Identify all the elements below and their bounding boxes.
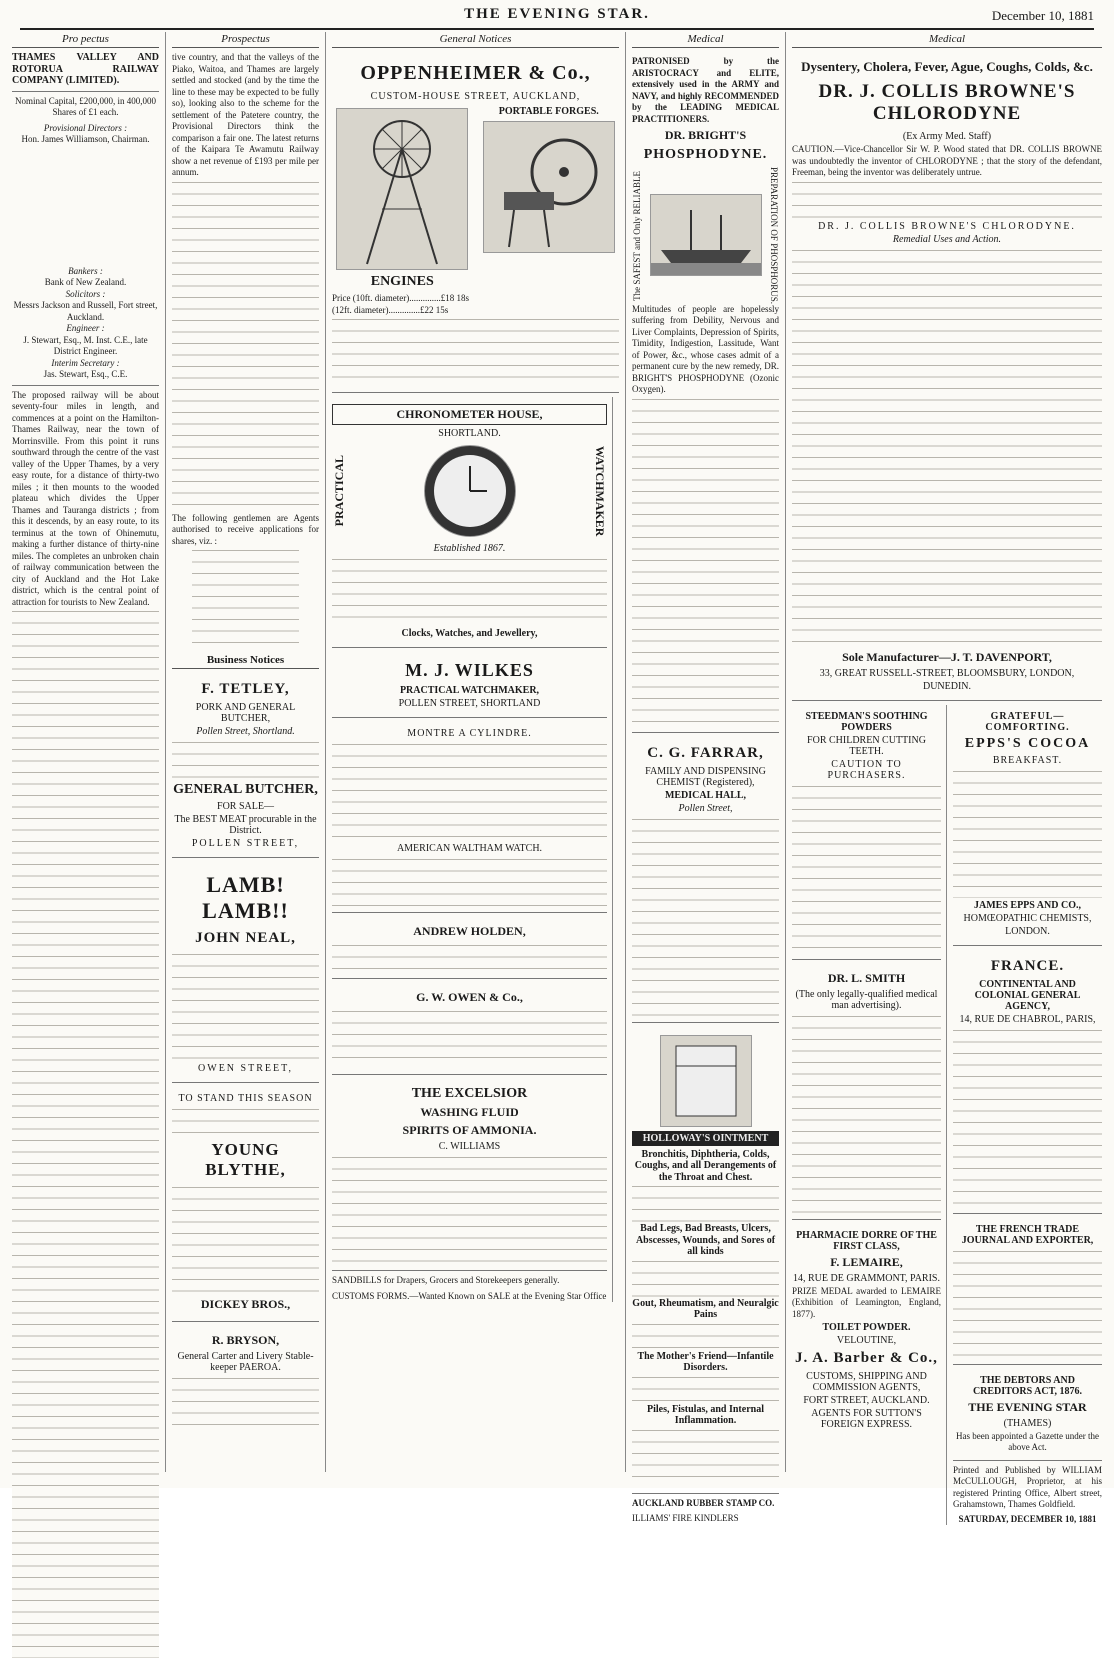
montre-text	[332, 741, 607, 841]
smith-text	[792, 1013, 941, 1213]
engineer-name: J. Stewart, Esq., M. Inst. C.E., late District Engineer.	[23, 334, 148, 356]
chronometer-text	[332, 556, 607, 626]
best-meat: The BEST MEAT procurable in the District.	[174, 814, 317, 836]
oppenheimer-name: OPPENHEIMER & Co.,	[360, 62, 591, 84]
continental-agency: CONTINENTAL AND COLONIAL GENERAL AGENCY,	[974, 978, 1081, 1012]
trade-text	[953, 1248, 1102, 1358]
lemaire-ad	[792, 1224, 941, 1439]
chronometer-ad	[332, 397, 607, 648]
customhouse-street: CUSTOM-HOUSE STREET, AUCKLAND,	[370, 91, 581, 102]
column-3-head: General Notices	[332, 32, 619, 48]
waltham-text	[332, 856, 607, 906]
stand-season: TO STAND THIS SEASON	[178, 1093, 313, 1104]
andrew-holden: ANDREW HOLDEN,	[413, 924, 526, 938]
young-blythe: YOUNG BLYTHE,	[205, 1140, 286, 1179]
pharmacie: PHARMACIE DORRE OF THE FIRST CLASS,	[796, 1229, 937, 1252]
trade-journal: THE FRENCH TRADE JOURNAL AND EXPORTER,	[961, 1223, 1094, 1246]
tetley-name: F. TETLEY,	[201, 681, 290, 697]
chronometer-house: CHRONOMETER HOUSE,	[332, 404, 607, 425]
column-6	[786, 32, 1108, 1524]
caution-continued	[792, 179, 1102, 219]
washing-fluid: WASHING FLUID	[420, 1105, 519, 1119]
wilkes-sub: PRACTICAL WATCHMAKER,	[399, 685, 540, 696]
watch-drawing	[425, 446, 515, 536]
france-ad	[953, 950, 1102, 1214]
stallion-text	[172, 1184, 319, 1294]
debtors-ad	[953, 1369, 1102, 1461]
ship-drawing	[651, 195, 761, 275]
windmill-price-2: (12ft. diameter)..............£22 15s	[332, 304, 449, 315]
tetley-ad	[172, 673, 319, 858]
column-3	[326, 32, 626, 1472]
multitudes-text: Multitudes of people are hopelessly suffering from Debility, Nervous and Liver Complaints, Depression of Spirits, Timidity, Indigestion, Lassitude, Want of Power, &c., whose cases admit of a permanent cure by the new remedy, DR. BRIGHT'S PHOSPHODYNE (Ozonic Oxygen).	[632, 303, 779, 395]
clocks-watches: Clocks, Watches, and Jewellery,	[401, 628, 538, 639]
sole-manufacturer: Sole Manufacturer—J. T. DAVENPORT,	[842, 649, 1052, 664]
business-notices-head: Business Notices	[172, 653, 319, 669]
france-heading: FRANCE.	[990, 957, 1065, 974]
homeopathic: HOMŒOPATHIC CHEMISTS,	[963, 912, 1092, 924]
veloutine: VELOUTINE,	[836, 1335, 897, 1346]
pollen-street: POLLEN STREET,	[191, 838, 300, 849]
tetley-trade: PORK AND GENERAL BUTCHER,	[195, 702, 296, 724]
stallion-ad	[172, 1087, 319, 1322]
remedial-uses: Remedial Uses and Action.	[892, 233, 1002, 245]
piles-head: Piles, Fistulas, and Internal Inflammation.	[647, 1403, 764, 1427]
lamb-ad	[172, 862, 319, 1083]
collis-sub: (Ex Army Med. Staff)	[902, 131, 992, 142]
chlorodyne-text	[792, 247, 1102, 647]
toilet-powder: TOILET POWDER.	[822, 1322, 911, 1333]
engines-label: ENGINES	[370, 274, 434, 289]
bad-legs-text	[632, 1258, 779, 1298]
bryson-name: R. BRYSON,	[211, 1333, 280, 1347]
tetley-street: Pollen Street, Shortland.	[196, 726, 295, 737]
holden-ad	[332, 917, 607, 979]
safest-label: The SAFEST and Only RELIABLE	[632, 170, 642, 301]
rubber-stamp: AUCKLAND RUBBER STAMP CO.	[632, 1497, 775, 1508]
barber-address: FORT STREET, AUCKLAND.	[803, 1395, 930, 1406]
breakfast: BREAKFAST.	[992, 754, 1063, 766]
tetley-text	[172, 739, 319, 779]
wilkes-ad	[332, 652, 607, 718]
directors-head: Provisional Directors :	[43, 122, 128, 133]
collis-browne-2: DR. J. COLLIS BROWNE'S CHLORODYNE.	[818, 220, 1076, 232]
phosphodyne-text	[632, 396, 779, 726]
excelsior-text	[332, 1154, 607, 1264]
prospectus-continued-text	[172, 179, 319, 509]
mothers-head: The Mother's Friend—Infantile Disorders.	[637, 1350, 774, 1374]
dunedin: DUNEDIN.	[922, 680, 972, 692]
fire-kindlers: ILLIAMS' FIRE KINDLERS	[632, 1513, 739, 1524]
windmill-drawing	[337, 109, 467, 269]
secretary-name: Jas. Stewart, Esq., C.E.	[43, 369, 128, 379]
sandbills-notice: SANDBILLS for Drapers, Grocers and Storekeepers generally.	[332, 1275, 560, 1285]
ship-image	[650, 194, 762, 276]
prospectus-body: The proposed railway will be about seventy-four miles in length, and commences at a point on the Hamilton-Thames Railway, near the town of Morrinsville. From this point it runs southward through the centre of the vast valley of the Upper Thames, by a very easy route, for a distance of thirty-two miles ; it then mounts to the wooded plateau which divides the Upper Thames and Tauranga districts ; from this it descends, by an easy route, to its terminus at the town of Ohinemutu, making a further distance of thirty-nine miles. The completes an unbroken chain of railway communication between the city of Auckland and the Hot Lake district, which is the central point of attraction for tourists to New Zealand.	[12, 389, 159, 607]
masthead-date: December 10, 1881	[991, 8, 1094, 23]
barber-sub: CUSTOMS, SHIPPING AND COMMISSION AGENTS,	[806, 1371, 927, 1393]
phosphodyne-ad	[632, 52, 779, 733]
prize-medal: PRIZE MEDAL awarded to LEMAIRE (Exhibition of Leamington, England, 1877).	[792, 1285, 941, 1319]
dr-bright: DR. BRIGHT'S	[664, 128, 747, 142]
excelsior-ad	[332, 1079, 607, 1271]
wilkes-street: POLLEN STREET, SHORTLAND	[398, 698, 541, 709]
dysentery-head: Dysentery, Cholera, Fever, Ague, Coughs, Colds, &c.	[801, 59, 1093, 74]
farrar-name: C. G. FARRAR,	[647, 744, 764, 761]
column-1	[6, 32, 166, 1472]
windmill-image	[336, 108, 468, 270]
rue-chabrol: 14, RUE DE CHABROL, PARIS,	[959, 1013, 1096, 1025]
windmill-price-1: Price (10ft. diameter)..............£18 18s	[332, 293, 469, 303]
general-butcher: GENERAL BUTCHER,	[173, 782, 318, 797]
holloway-banner: HOLLOWAY'S OINTMENT	[632, 1131, 779, 1146]
agents-list	[192, 547, 299, 647]
farrar-text	[632, 816, 779, 1016]
prospectus-continued-text	[12, 608, 159, 1658]
lemaire-name: F. LEMAIRE,	[830, 1254, 903, 1269]
solicitors-head: Solicitors :	[65, 288, 106, 299]
barber-name: J. A. Barber & Co.,	[795, 1350, 938, 1366]
owen-street: OWEN STREET,	[198, 1063, 293, 1074]
caution-text: CAUTION.—Vice-Chancellor Sir W. P. Wood stated that DR. COLLIS BROWNE was undoubtedly the inventor of CHLORODYNE ; that the story of the defendant, Freeman, being the inventor was deliberately untrue.	[792, 144, 1102, 177]
bronchitis-head: Bronchitis, Diphtheria, Colds, Coughs, and all Derangements of the Throat and Chest.	[634, 1148, 777, 1183]
bryson-text	[172, 1375, 319, 1425]
established-1867: Established 1867.	[433, 543, 506, 554]
france-text	[953, 1027, 1102, 1207]
medical-hall: MEDICAL HALL,	[664, 789, 747, 801]
epps-ad	[953, 705, 1102, 946]
collis-browne-title: DR. J. COLLIS BROWNE'S CHLORODYNE	[818, 81, 1076, 124]
excelsior: THE EXCELSIOR	[411, 1086, 528, 1101]
williams: C. WILLIAMS	[438, 1141, 501, 1152]
gazette-text: Has been appointed a Gazette under the above Act.	[956, 1430, 1099, 1452]
forge-image	[483, 121, 615, 253]
forge-drawing	[484, 122, 614, 252]
column-4-head: Medical	[632, 32, 779, 48]
watchmaker-label: WATCHMAKER	[593, 445, 607, 537]
owen-ad	[332, 983, 607, 1075]
trade-journal-ad	[953, 1218, 1102, 1365]
secretary-head: Interim Secretary :	[51, 357, 120, 368]
sutton-agents: AGENTS FOR SUTTON'S FOREIGN EXPRESS.	[811, 1408, 922, 1430]
farrar-ad	[632, 737, 779, 1023]
bryson-sub: General Carter and Livery Stable-keeper PAEROA.	[177, 1351, 314, 1373]
customs-forms-notice: CUSTOMS FORMS.—Wanted Known on SALE at the Evening Star Office	[332, 1290, 607, 1301]
oppenheimer-ad	[332, 52, 619, 393]
bankers-head: Bankers :	[68, 265, 103, 276]
nominal-capital: Nominal Capital, £200,000, in 400,000 Shares of £1 each.	[15, 95, 156, 117]
prospectus-body-2: tive country, and that the valleys of the Piako, Waitoa, and Thames are largely settled and stocked (and by the time the line to these may be expected to be fully so), looking also to the scheme for the settlement of the Patetere country, the Provisional Directors think the comparison a fair one. The latest returns of the Kaipara Te Awamutu Railway show a net revenue of £193 per mile per annum.	[172, 52, 319, 177]
engineer-head: Engineer :	[66, 323, 105, 333]
steedman-text	[792, 783, 941, 953]
owen-text	[332, 1008, 607, 1068]
watch-image	[424, 445, 516, 537]
waltham-heading: AMERICAN WALTHAM WATCH.	[396, 843, 543, 854]
steedman-title: STEEDMAN'S SOOTHING POWDERS	[805, 710, 928, 733]
epps-co: JAMES EPPS AND CO.,	[974, 899, 1081, 911]
practical-label: PRACTICAL	[332, 455, 346, 527]
lemaire-address: 14, RUE DE GRAMMONT, PARIS.	[793, 1272, 940, 1284]
grateful-comforting: GRATEFUL—COMFORTING.	[985, 710, 1070, 733]
agents-head: The following gentlemen are Agents authorised to receive applications for shares, viz. :	[172, 512, 319, 546]
imprint-date: SATURDAY, DECEMBER 10, 1881	[958, 1513, 1097, 1524]
chairman: Hon. James Williamson, Chairman.	[21, 134, 150, 144]
debtors-act: THE DEBTORS AND CREDITORS ACT, 1876.	[972, 1374, 1083, 1397]
bank-name: Bank of New Zealand.	[44, 277, 127, 287]
epps-text	[953, 768, 1102, 898]
dickey-bros: DICKEY BROS.,	[200, 1297, 291, 1311]
directors-list	[12, 146, 159, 266]
spirits-ammonia: SPIRITS OF AMMONIA.	[402, 1123, 537, 1137]
thames-label: (THAMES)	[1003, 1417, 1052, 1429]
smith-ad	[792, 964, 941, 1220]
holloway-ad	[632, 1027, 779, 1494]
holden-text	[332, 942, 607, 972]
column-2	[166, 32, 326, 1472]
masthead-title: THE EVENING STAR.	[464, 6, 650, 22]
holloway-image	[660, 1035, 752, 1127]
portable-forges: PORTABLE FORGES.	[498, 106, 599, 117]
chlorodyne-ad	[792, 52, 1102, 701]
montre-ad	[332, 722, 607, 913]
gout-head: Gout, Rheumatism, and Neuralgic Pains	[632, 1297, 779, 1321]
column-6-head: Medical	[792, 32, 1102, 48]
owen-co: G. W. OWEN & Co.,	[416, 990, 523, 1004]
holloway-drawing	[661, 1036, 751, 1126]
column-1-head: Pro pectus	[12, 32, 159, 48]
steedman-caution: CAUTION TO PURCHASERS.	[827, 758, 906, 781]
farrar-street: Pollen Street,	[678, 802, 733, 814]
for-sale: FOR SALE—	[217, 801, 274, 812]
divider	[12, 91, 159, 92]
epps-cocoa: EPPS'S COCOA	[964, 735, 1091, 751]
steedman-sub: FOR CHILDREN CUTTING TEETH.	[807, 734, 926, 757]
lamb-text	[172, 951, 319, 1061]
lamb-heading: LAMB! LAMB!!	[202, 872, 289, 923]
piles-text	[632, 1427, 779, 1487]
masthead	[20, 6, 1094, 30]
oppenheimer-text	[332, 316, 619, 386]
prep-label: PREPARATION OF PHOSPHORUS.	[769, 167, 779, 304]
epps-london: LONDON.	[1005, 925, 1050, 937]
printed-by: Printed and Published by WILLIAM McCULLOUGH, Proprietor, at his registered Printing Office, Albert street, Grahamstown, Thames Goldfield.	[953, 1464, 1102, 1509]
montre-heading: MONTRE A CYLINDRE.	[407, 728, 532, 739]
sole-address: 33, GREAT RUSSELL-STREET, BLOOMSBURY, LONDON,	[819, 667, 1075, 679]
gout-text	[632, 1321, 779, 1351]
dr-smith: DR. L. SMITH	[827, 970, 906, 985]
steedman-ad	[792, 705, 941, 960]
wilkes-name: M. J. WILKES	[405, 660, 534, 680]
solicitors-names: Messrs Jackson and Russell, Fort street, Auckland.	[13, 300, 158, 322]
john-neal-name: JOHN NEAL,	[195, 930, 296, 946]
bad-legs-head: Bad Legs, Bad Breasts, Ulcers, Abscesses, Wounds, and Sores of all kinds	[635, 1223, 776, 1258]
patronised-text: PATRONISED by the ARISTOCRACY and ELITE, extensively used in the ARMY and NAVY, and highly RECOMMENDED by the LEADING MEDICAL PRACTITIONERS.	[632, 56, 779, 124]
mothers-text	[632, 1374, 779, 1404]
bryson-ad	[172, 1326, 319, 1431]
column-4	[626, 32, 786, 1524]
chronometer-shortland: SHORTLAND.	[438, 428, 501, 439]
divider	[12, 385, 159, 386]
phosphodyne-title: PHOSPHODYNE.	[643, 147, 768, 162]
column-2-head: Prospectus	[172, 32, 319, 48]
smith-sub: (The only legally-qualified medical man advertising).	[795, 988, 938, 1011]
railway-title: THAMES VALLEY AND ROTORUA RAILWAY COMPANY (LIMITED).	[12, 52, 159, 86]
evening-star-name: THE EVENING STAR	[968, 1399, 1087, 1414]
stallion-intro	[172, 1106, 319, 1136]
bronchitis-text	[632, 1183, 779, 1223]
farrar-sub: FAMILY AND DISPENSING CHEMIST (Registered),	[645, 765, 766, 788]
